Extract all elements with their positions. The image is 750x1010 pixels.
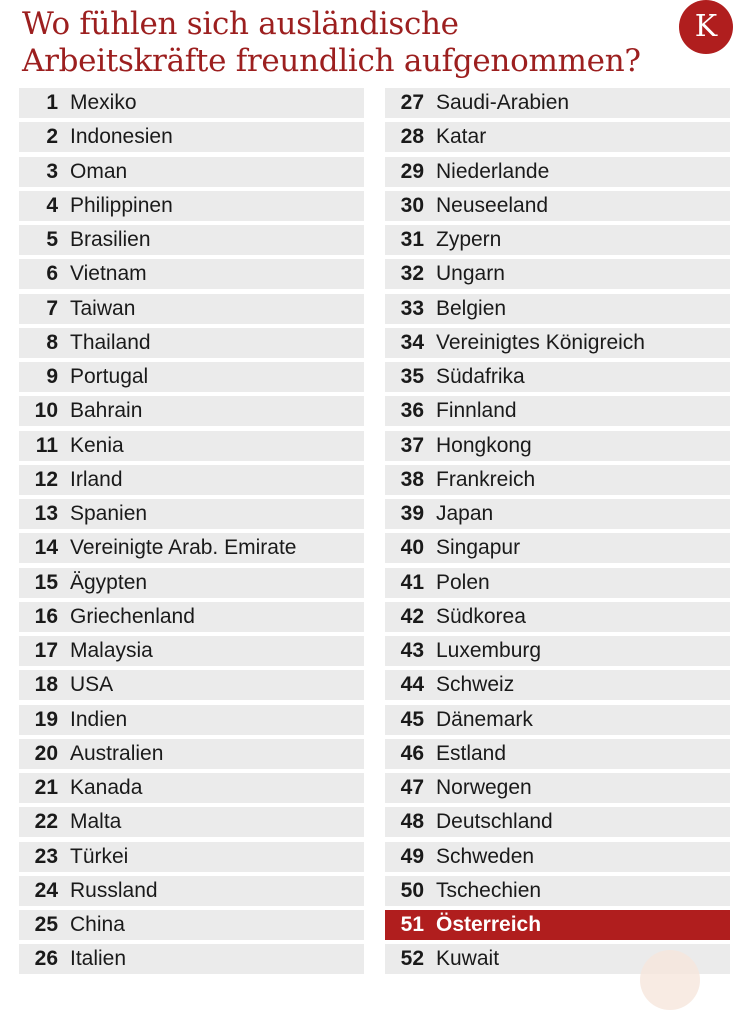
- rank-number: 20: [34, 741, 58, 765]
- rank-number: 37: [400, 433, 424, 457]
- ranking-row: [19, 568, 364, 598]
- rank-number: 40: [400, 536, 424, 560]
- ranking-row: [385, 431, 730, 461]
- country-name: Russland: [70, 878, 158, 902]
- ranking-row: [385, 773, 730, 803]
- ranking-row: [19, 465, 364, 495]
- country-name: Tschechien: [436, 878, 542, 902]
- country-name: Australien: [70, 741, 164, 765]
- country-name: Japan: [436, 502, 494, 525]
- rank-number: 50: [400, 878, 424, 902]
- ranking-row: [385, 225, 730, 255]
- country-name: Deutschland: [436, 810, 553, 834]
- rank-number: 23: [34, 844, 58, 868]
- rank-number: 25: [34, 913, 58, 936]
- ranking-row: [19, 602, 364, 632]
- rank-number: 7: [46, 296, 58, 320]
- country-name: Saudi-Arabien: [436, 91, 570, 114]
- ranking-row: [19, 807, 364, 837]
- rank-number: 28: [400, 125, 424, 149]
- ranking-row: [385, 636, 730, 666]
- ranking-column-right: [385, 88, 730, 979]
- country-name: Portugal: [70, 365, 149, 388]
- rank-number: 29: [400, 159, 424, 183]
- country-name: Luxemburg: [436, 639, 542, 662]
- country-name: Türkei: [70, 844, 129, 868]
- country-name: Norwegen: [436, 776, 532, 799]
- country-name: Vereinigtes Königreich: [436, 330, 645, 354]
- rank-number: 44: [400, 673, 424, 697]
- country-name: Italien: [70, 947, 127, 971]
- country-name: Irland: [70, 467, 123, 491]
- ranking-row: [19, 670, 364, 700]
- country-name: Hongkong: [436, 433, 532, 457]
- rank-number: 9: [46, 365, 58, 388]
- country-name: Singapur: [436, 536, 521, 560]
- rank-number: 2: [46, 125, 58, 149]
- ranking-row: [385, 396, 730, 426]
- ranking-row: [385, 157, 730, 187]
- rank-number: 22: [34, 810, 58, 834]
- rank-number: 52: [400, 947, 424, 971]
- country-name: Brasilien: [70, 228, 151, 251]
- rank-number: 10: [34, 399, 58, 423]
- rank-number: 34: [400, 330, 424, 354]
- ranking-row: [19, 191, 364, 221]
- ranking-row: [19, 533, 364, 563]
- ranking-row: [19, 225, 364, 255]
- country-name: Belgien: [436, 296, 507, 320]
- ranking-row: [385, 259, 730, 289]
- rank-number: 17: [34, 639, 58, 662]
- rank-number: 45: [400, 707, 424, 731]
- country-name: Mexiko: [70, 91, 137, 114]
- rank-number: 8: [46, 330, 58, 354]
- rank-number: 32: [400, 262, 424, 286]
- rank-number: 31: [400, 228, 424, 251]
- country-name: Indien: [70, 707, 128, 731]
- country-name: Malta: [70, 810, 122, 834]
- decorative-circle: [640, 950, 700, 1010]
- rank-number: 33: [400, 296, 424, 320]
- ranking-row: [19, 157, 364, 187]
- header: [0, 0, 750, 88]
- rank-number: 3: [46, 159, 58, 183]
- country-name: Taiwan: [70, 296, 136, 320]
- rank-number: 39: [400, 502, 424, 525]
- rank-number: 51: [400, 913, 424, 936]
- country-name: Oman: [70, 159, 128, 183]
- country-name: Neuseeland: [436, 193, 549, 217]
- country-name: Niederlande: [436, 159, 550, 183]
- country-name: Thailand: [70, 330, 151, 354]
- rank-number: 11: [35, 433, 58, 457]
- ranking-row: [19, 122, 364, 152]
- ranking-row: [19, 88, 364, 118]
- rank-number: 26: [34, 947, 58, 971]
- ranking-row: [19, 328, 364, 358]
- country-name: Vereinigte Arab. Emirate: [70, 536, 297, 560]
- country-name: Vietnam: [70, 262, 147, 286]
- ranking-row: [19, 842, 364, 872]
- rank-number: 21: [34, 776, 58, 799]
- rank-number: 43: [400, 639, 424, 662]
- ranking-row: [385, 842, 730, 872]
- ranking-row: [385, 122, 730, 152]
- country-name: Finnland: [436, 399, 517, 423]
- ranking-row: [19, 773, 364, 803]
- country-name: Schweden: [436, 844, 535, 868]
- country-name: Südafrika: [436, 365, 525, 388]
- ranking-row: [19, 362, 364, 392]
- rank-number: 19: [34, 707, 58, 731]
- rank-number: 4: [46, 193, 58, 217]
- ranking-row: [385, 191, 730, 221]
- country-name: Malaysia: [70, 639, 153, 662]
- page-title: Wo fühlen sich ausländische Arbeitskräfte freundlich aufgenommen?: [22, 6, 641, 79]
- rank-number: 42: [400, 604, 424, 628]
- rank-number: 38: [400, 467, 424, 491]
- ranking-row: [385, 568, 730, 598]
- rank-number: 24: [34, 878, 58, 902]
- country-name: Estland: [436, 741, 507, 765]
- country-name: Frankreich: [436, 467, 536, 491]
- ranking-row: [19, 499, 364, 529]
- rank-number: 35: [400, 365, 424, 388]
- rank-number: 49: [400, 844, 424, 868]
- rank-number: 13: [34, 502, 58, 525]
- country-name: USA: [70, 673, 114, 697]
- rank-number: 1: [46, 91, 58, 114]
- ranking-row: [19, 705, 364, 735]
- rank-number: 36: [400, 399, 424, 423]
- ranking-row: [385, 328, 730, 358]
- country-name: Philippinen: [70, 193, 173, 217]
- country-name: Ägypten: [70, 570, 148, 594]
- brand-logo: K: [679, 0, 733, 54]
- country-name: Polen: [436, 570, 490, 594]
- ranking-row: [385, 670, 730, 700]
- ranking-row: [385, 705, 730, 735]
- rank-number: 46: [400, 741, 424, 765]
- ranking-row: [385, 294, 730, 324]
- country-name: Zypern: [436, 228, 502, 251]
- ranking-row: [19, 876, 364, 906]
- country-name: Bahrain: [70, 399, 143, 423]
- rank-number: 27: [400, 91, 424, 114]
- rank-number: 12: [34, 467, 58, 491]
- ranking-row: [19, 910, 364, 940]
- rank-number: 47: [400, 776, 424, 799]
- country-name: Südkorea: [436, 604, 526, 628]
- ranking-row: [385, 602, 730, 632]
- ranking-row: [385, 88, 730, 118]
- rank-number: 41: [400, 570, 424, 594]
- ranking-row: [385, 739, 730, 769]
- ranking-row: [385, 362, 730, 392]
- ranking-row: [385, 876, 730, 906]
- ranking-row: [19, 636, 364, 666]
- country-name: Kanada: [70, 776, 143, 799]
- country-name: Spanien: [70, 502, 148, 525]
- ranking-row: [19, 944, 364, 974]
- ranking-row: [19, 739, 364, 769]
- country-name: Ungarn: [436, 262, 505, 286]
- country-name: China: [70, 913, 125, 936]
- ranking-row: [385, 499, 730, 529]
- ranking-row: [19, 431, 364, 461]
- ranking-column-left: [19, 88, 364, 979]
- country-name: Indonesien: [70, 125, 173, 149]
- rank-number: 16: [34, 604, 58, 628]
- ranking-row-highlighted: [385, 910, 730, 940]
- ranking-row: [19, 259, 364, 289]
- ranking-row: [385, 533, 730, 563]
- ranking-row: [385, 465, 730, 495]
- rank-number: 30: [400, 193, 424, 217]
- rank-number: 18: [34, 673, 58, 697]
- rank-number: 14: [34, 536, 58, 560]
- ranking-row: [19, 294, 364, 324]
- country-name: Kuwait: [436, 947, 500, 971]
- rank-number: 15: [34, 570, 58, 594]
- country-name: Schweiz: [436, 673, 515, 697]
- rank-number: 5: [46, 228, 58, 251]
- country-name: Katar: [436, 125, 487, 149]
- ranking-row: [385, 807, 730, 837]
- rank-number: 48: [400, 810, 424, 834]
- country-name: Österreich: [436, 913, 542, 936]
- rank-number: 6: [46, 262, 58, 286]
- country-name: Dänemark: [436, 707, 533, 731]
- country-name: Kenia: [70, 433, 124, 457]
- ranking-row: [19, 396, 364, 426]
- country-name: Griechenland: [70, 604, 195, 628]
